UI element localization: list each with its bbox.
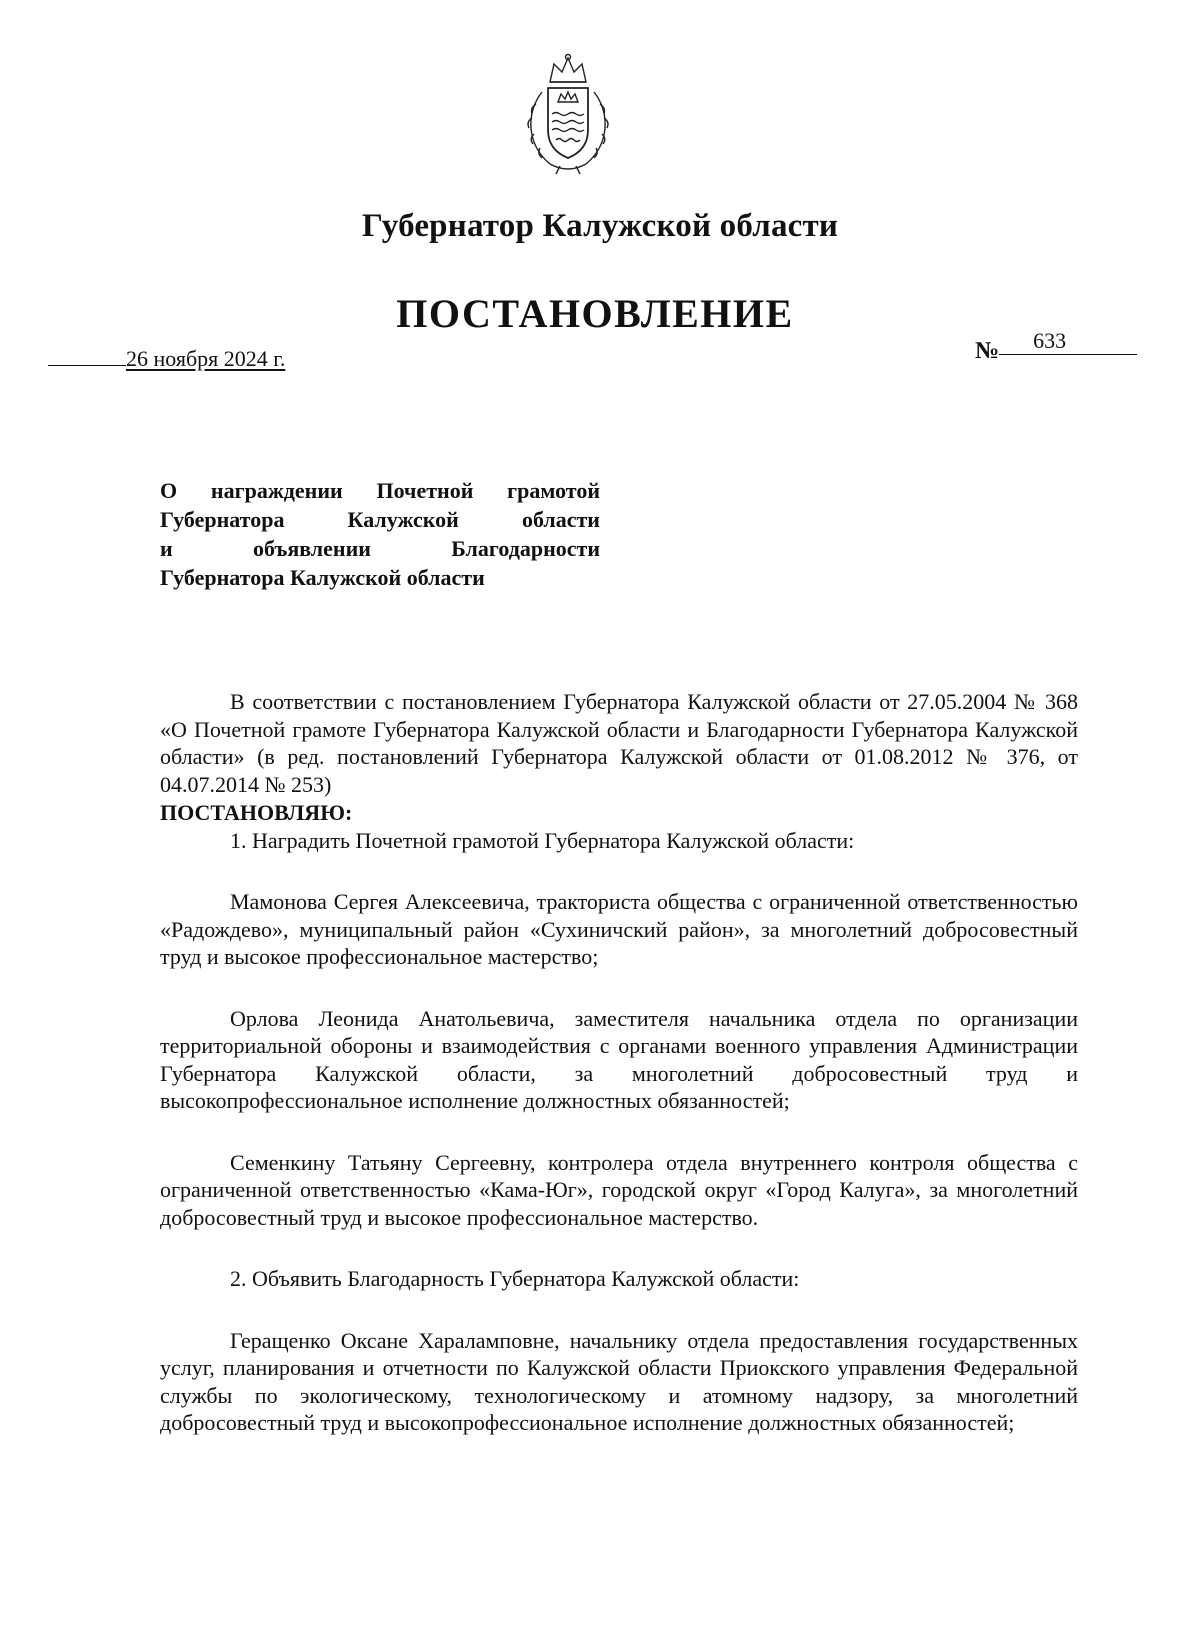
- gratitude-entry: Геращенко Оксане Хараламповне, начальнику отдела предоставления государственных услуг, планирования и отчетности по Калужской области Приокского управления Федеральной службы по экологическому, технологическому и атомному надзору, за многолетний добросовестный труд и высокопрофессиональное исполнение должностных обязанностей;: [160, 1327, 1078, 1435]
- date-underline: [48, 365, 126, 366]
- subject-line: и объявлении Благодарности: [160, 536, 600, 561]
- award-entry: Орлова Леонида Анатольевича, заместителя начальника отдела по организации территориальной обороны и взаимодействия с органами военного управления Администрации Губернатора Калужской области, за многолетний добросовестный труд и высокопрофессиональное исполнение должностных обязанностей;: [160, 1005, 1078, 1113]
- subject-line: Губернатора Калужской области: [160, 565, 485, 590]
- document-type: ПОСТАНОВЛЕНИЕ: [396, 291, 794, 336]
- award-entry: Мамонова Сергея Алексеевича, тракториста общества с ограниченной ответственностью «Радождево», муниципальный район «Сухиничский район», за многолетний добросовестный труд и высокое профессиональное мастерство;: [160, 889, 1078, 969]
- item2-heading: 2. Объявить Благодарность Губернатора Калужской области:: [230, 1266, 800, 1291]
- kaluga-oblast-coat-of-arms-icon: [520, 52, 616, 176]
- preamble-paragraph: В соответствии с постановлением Губернатора Калужской области от 27.05.2004 № 368 «О Почетной грамоте Губернатора Калужской области и Благодарности Губернатора Калужской области» (в ред. постановлений Губернатора Калужской области от 01.08.2012 № 376, от 04.07.2014 № 253): [160, 689, 1078, 797]
- document-number-line: [975, 328, 1137, 365]
- document-subject: [160, 476, 600, 592]
- number-sign: №: [975, 338, 1000, 364]
- subject-line: О награждении Почетной грамотой: [160, 478, 600, 503]
- award-entry: Семенкину Татьяну Сергеевну, контролера отдела внутреннего контроля общества с ограниченной ответственностью «Кама-Юг», городской округ «Город Калуга», за многолетний добросовестный труд и высокое профессиональное мастерство.: [160, 1149, 1078, 1230]
- document-body: [160, 688, 1078, 1437]
- document-date-line: [48, 346, 285, 372]
- authority-title: Губернатор Калужской области: [361, 208, 839, 244]
- document-number: 633: [999, 328, 1137, 355]
- subject-line: Губернатора Калужской области: [160, 507, 600, 532]
- item1-heading: 1. Наградить Почетной грамотой Губернатора Калужской области:: [230, 827, 855, 853]
- document-date: 26 ноября 2024 г.: [126, 346, 286, 371]
- decree-word: ПОСТАНОВЛЯЮ:: [160, 800, 353, 825]
